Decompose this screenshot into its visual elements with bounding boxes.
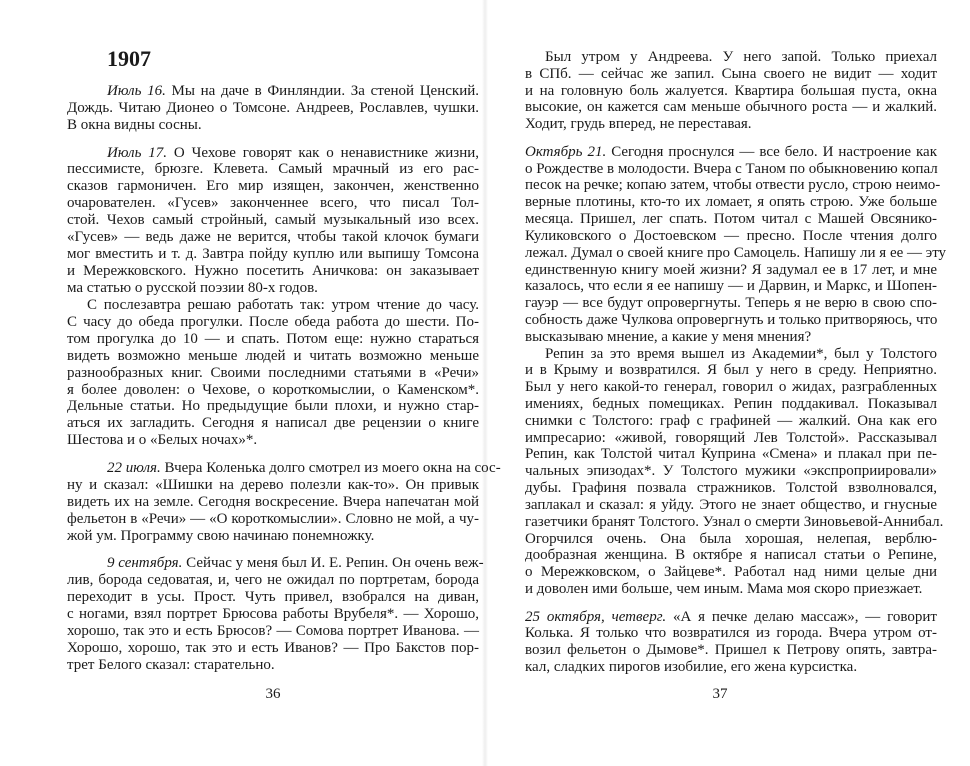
line-text: единственную книгу моей жизни? Я задумал ее в 17 лет, и мне [525,261,937,278]
line-text: гауэр — все будут опровергнуты. Теперь я не верю в свою спо- [525,295,937,312]
line-text: пессимисте, брюзге. Клевета. Самый мрачный из его рас- [67,161,479,178]
line-text: дубы. Графиня позвала стражников. Толстой взволновался, [525,480,937,497]
line-text: Дождь. Читаю Дионео о Томсоне. Андреев, Рославлев, чушки. [67,99,479,116]
line-text: казалось, что если я ее напишу — и Дарвин, и Маркс, и Шопен- [525,278,937,295]
line-text: С послезавтра решаю работать так: утром чтение до часу. [87,296,479,313]
entry-date: Июль 17. [107,144,168,161]
book-gutter [482,0,488,766]
line-text: мог вместить и т. д. Завтра пойду куплю или выпишу Томсона [67,246,479,263]
line-text: «А я печке делаю массаж», — говорит [666,608,937,625]
line-text: и доволен ими больше, чем иным. Мама моя скоро приезжает. [525,581,923,598]
entry-date: 25 октября, четверг. [525,608,667,625]
line-text: трет Белого сказал: старательно. [67,657,275,673]
text-line [67,654,479,676]
line-text: заплакал и сказал: я уйду. Этого не знает общество, и гнусные [525,496,937,513]
line-text: Был утром у Андреева. У него запой. Только приехал [545,49,937,65]
line-text: собность даже Чулкова опровергнуть и только притворяюсь, что [525,311,938,328]
line-text: жой ум. Программу свою начинаю понемножку. [67,527,375,544]
page-number-right: 37 [712,686,728,702]
line-text: снимки с Толстого: граф с графиней — жалкий. Она как его [525,412,937,429]
line-text: стой. Чехов самый стройный, самый музыкальный изо всех. [67,212,479,229]
line-text: фельетон в «Речи» — «О короткомыслии». Словно не мой, а чу- [67,510,479,527]
entry-date: 9 сентября. [107,555,183,572]
line-text: Ходит, грудь вперед, не переставая. [525,116,752,133]
line-text: В окна видны сосны. [67,116,202,133]
line-text: месяца. Пришел, лег спать. Потом читал с Машей Овсянико- [525,211,937,228]
line-text: О Чехове говорят как о ненавистнике жизни, [167,144,479,161]
line-text: и на головную боль жалуется. Квартира большая пуста, окна [525,82,937,99]
line-text: очарователен. «Гусев» законченнее всего, что писал Тол- [67,195,479,212]
text-line [67,429,479,451]
entry-date: Июль 16. [107,83,166,99]
line-text: о Мережковском, о Зайцеве*. Работал над ними целые дни [525,564,937,581]
line-text: дообразная женщина. В октябре я написал статьи о Репине, [525,547,937,564]
line-text: верные плотины, кто-то их ломает, я опять строю. Уже больше [525,194,937,211]
line-text: высокие, он кажется сам меньше обычного роста — и жалкий. [525,99,937,116]
line-text: я более доволен: о Чехове, о короткомыслии, о Каменском*. [67,381,479,398]
line-text: видеть возможно меньше людей и читать возможно меньше [67,347,479,364]
text-line [525,113,937,135]
line-text: Хорошо, хорошо, так это и есть Иванов? — Про Бакстов пор- [67,640,479,657]
line-text: Был у него какой-то генерал, говорил о жидах, разграбленных [525,379,937,396]
line-text: том прогулка до 10 — и спать. Потом еще: нужно стараться [67,330,479,347]
line-text: и в Крыму и возвратился. Я был у него в среду. Неприятно. [525,362,937,379]
line-text: Репин за это время вышел из Академии*, был у Толстого [545,345,937,362]
line-text: разнообразных книг. Своими последними статьями в «Речи» [67,364,479,381]
line-text: о Рождестве в молодости. Вчера с Таном по обыкновению копал [525,160,938,177]
line-text: газетчики бранят Толстого. Узнал о смерти Зиновьевой-Аннибал. [525,513,944,530]
line-text: чальных эпизодах*. У Толстого мужики «экспроприировали» [525,463,937,480]
line-text: Сегодня проснулся — все бело. И настроение как [606,143,937,160]
line-text: аться их загладить. Сегодня я написал две рецензии о книге [67,415,479,432]
line-text: переходит в усы. Прост. Чуть привел, взобрался на диван, [67,589,479,606]
line-text: и Мережковского. Нужно посетить Аничкова: он заказывает [67,263,479,280]
year-heading: 1907 [107,46,151,71]
right-page [525,0,947,766]
line-text: сказов гармоничен. Его мир изящен, закончен, женственно [67,178,479,195]
line-text: хорошо, так это и есть Брюсов? — Сомова портрет Иванова. — [67,623,479,640]
line-text: высказываю мнение, а какие у меня мнения? [525,328,812,345]
entry-date: 22 июля. [107,460,161,477]
line-text: Колька. Я только что возвратился из города. Вчера утром от- [525,625,937,642]
line-text: лив, борода седоватая, и, чего не ожидал по портретам, борода [67,572,479,589]
line-text: Шестова и о «Белых ночах»*. [67,432,258,449]
line-text: Мы на даче в Финляндии. За стеной Ценский. [165,83,479,99]
entry-date: Октябрь 21. [525,143,607,160]
line-text: имениях, бедных помещиках. Репин поддакивал. Показывал [525,396,937,413]
text-line [525,578,937,600]
page-number-left: 36 [265,686,281,702]
line-text: С часу до обеда прогулки. После обеда работа до шести. По- [67,313,479,330]
line-text: Дельные статьи. Но предыдущие были плохи, и нужно стар- [67,398,479,415]
line-text: «Гусев» — ведь даже не верится, чтобы такой клочок бумаги [67,229,479,246]
line-text: кал, сладких пирогов изобилие, его жена курсистка. [525,659,858,675]
line-text: Вчера Коленька долго смотрел из моего окна на сос- [160,460,501,477]
line-text: ну и сказал: «Шишки на дерево полезли как-то». Он привык [67,476,479,493]
text-line [67,114,479,136]
line-text: песок на речке; копаю затем, чтобы отвести русло, строю неимо- [525,177,941,194]
line-text: Сейчас у меня был И. Е. Репин. Он очень веж- [182,555,484,572]
line-text: с ногами, взял портрет Брюсова работы Врубеля*. — Хорошо, [67,606,479,623]
text-line [67,525,479,547]
line-text: Куликовского о Достоевском — пресно. После чтения долго [525,227,937,244]
line-text: импресарио: «живой, говорящий Лев Толстой». Рассказывал [525,429,937,446]
line-text: видеть их на земле. Сегодня воскресение. Вчера напечатан мой [67,493,479,510]
line-text: лежал. Думал о своей книге про Самоцель. Напишу ли я ее — эту [525,244,947,261]
line-text: в СПб. — сейчас же запил. Сына своего не видит — ходит [525,65,937,82]
line-text: возил фельетон о Дымове*. Пришел к Петрову опять, завтра- [525,642,937,659]
line-text: Репин, как Толстой читал Куприна «Смена» и плакал при пе- [525,446,937,463]
line-text: Огорчился очень. Она была хорошая, нелепая, верблю- [525,530,937,547]
left-page [67,0,501,766]
line-text: ма статью о русской поэзии 80-х годов. [67,279,318,296]
text-line [525,656,937,678]
